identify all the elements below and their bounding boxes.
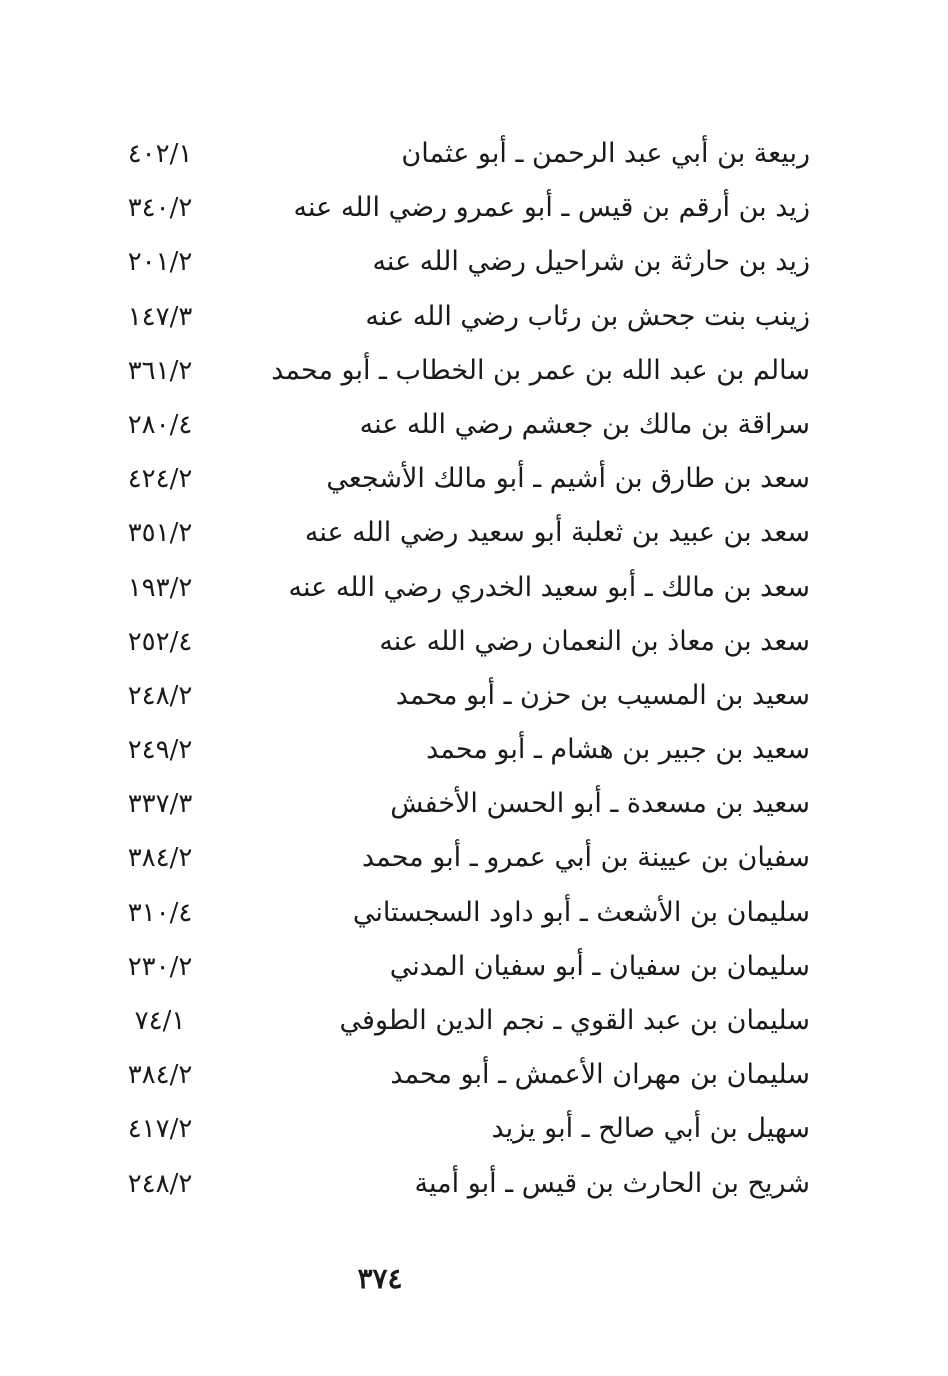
entry-name: شريح بن الحارث بن قيس ـ أبو أمية [414, 1167, 810, 1199]
entry-name: سعيد بن المسيب بن حزن ـ أبو محمد [395, 679, 810, 711]
index-entry [100, 995, 820, 1049]
entry-page-reference: ٣٣٧/٣ [127, 789, 193, 820]
index-entry [100, 182, 820, 236]
index-entry [100, 616, 820, 670]
entry-name: سراقة بن مالك بن جعشم رضي الله عنه [359, 408, 810, 440]
entry-name: سفيان بن عيينة بن أبي عمرو ـ أبو محمد [361, 842, 810, 874]
index-entry [100, 236, 820, 290]
entry-page-reference: ٣٨٤/٢ [127, 843, 193, 874]
index-entry [100, 832, 820, 886]
entry-page-reference: ٣١٠/٤ [127, 897, 193, 928]
index-entry [100, 1103, 820, 1157]
index-entry [100, 670, 820, 724]
entry-name: زيد بن حارثة بن شراحيل رضي الله عنه [372, 246, 810, 278]
entry-name: سعد بن عبيد بن ثعلبة أبو سعيد رضي الله عنه [304, 517, 810, 549]
entry-page-reference: ٣٦١/٢ [127, 355, 193, 386]
index-entry [100, 399, 820, 453]
index-entry [100, 724, 820, 778]
entry-name: سالم بن عبد الله بن عمر بن الخطاب ـ أبو محمد [271, 354, 810, 386]
entry-page-reference: ٢٤٩/٢ [127, 735, 193, 766]
index-entry [100, 128, 820, 182]
index-entry [100, 1158, 820, 1212]
entry-page-reference: ٢٨٠/٤ [127, 409, 193, 440]
entry-page-reference: ٢٥٢/٤ [127, 626, 193, 657]
index-entry [100, 1049, 820, 1103]
entry-page-reference: ١٤٧/٣ [127, 301, 193, 332]
entry-page-reference: ٣٤٠/٢ [127, 193, 193, 224]
entry-page-reference: ٣٨٤/٢ [127, 1060, 193, 1091]
index-entry [100, 941, 820, 995]
entry-page-reference: ٢٣٠/٢ [127, 951, 193, 982]
entry-name: سليمان بن الأشعث ـ أبو داود السجستاني [352, 896, 810, 928]
index-entry [100, 778, 820, 832]
entry-name: ربيعة بن أبي عبد الرحمن ـ أبو عثمان [401, 138, 810, 169]
entry-page-reference: ٧٤/١ [134, 1006, 186, 1036]
index-entry [100, 562, 820, 616]
entry-page-reference: ٢٤٨/٢ [127, 1168, 193, 1199]
entry-name: زينب بنت جحش بن رئاب رضي الله عنه [365, 300, 810, 332]
entry-page-reference: ٤١٧/٢ [127, 1114, 193, 1145]
entry-page-reference: ٣٥١/٢ [127, 518, 193, 549]
index-entry [100, 507, 820, 561]
entry-page-reference: ٤٢٤/٢ [127, 464, 193, 495]
entry-page-reference: ٢٤٨/٢ [127, 680, 193, 711]
index-entry [100, 887, 820, 941]
entry-name: سليمان بن مهران الأعمش ـ أبو محمد [390, 1059, 810, 1091]
entry-name: سليمان بن سفيان ـ أبو سفيان المدني [389, 950, 810, 982]
entry-name: سعد بن معاذ بن النعمان رضي الله عنه [379, 625, 810, 657]
entry-page-reference: ٢٠١/٢ [127, 247, 193, 278]
index-entry [100, 453, 820, 507]
entry-name: سليمان بن عبد القوي ـ نجم الدين الطوفي [339, 1005, 810, 1036]
entry-page-reference: ١٩٣/٢ [127, 572, 193, 603]
entry-name: سهيل بن أبي صالح ـ أبو يزيد [491, 1113, 810, 1145]
entry-name: سعد بن مالك ـ أبو سعيد الخدري رضي الله عنه [288, 571, 810, 603]
index-entry [100, 345, 820, 399]
entry-name: سعيد بن جبير بن هشام ـ أبو محمد [426, 734, 810, 766]
page-number: ٣٧٤ [357, 1262, 403, 1295]
index-list [100, 128, 820, 1212]
entry-name: سعيد بن مسعدة ـ أبو الحسن الأخفش [390, 788, 810, 820]
entry-page-reference: ٤٠٢/١ [127, 139, 193, 169]
entry-name: سعد بن طارق بن أشيم ـ أبو مالك الأشجعي [326, 463, 810, 495]
entry-name: زيد بن أرقم بن قيس ـ أبو عمرو رضي الله عنه [293, 192, 810, 224]
index-entry [100, 291, 820, 345]
